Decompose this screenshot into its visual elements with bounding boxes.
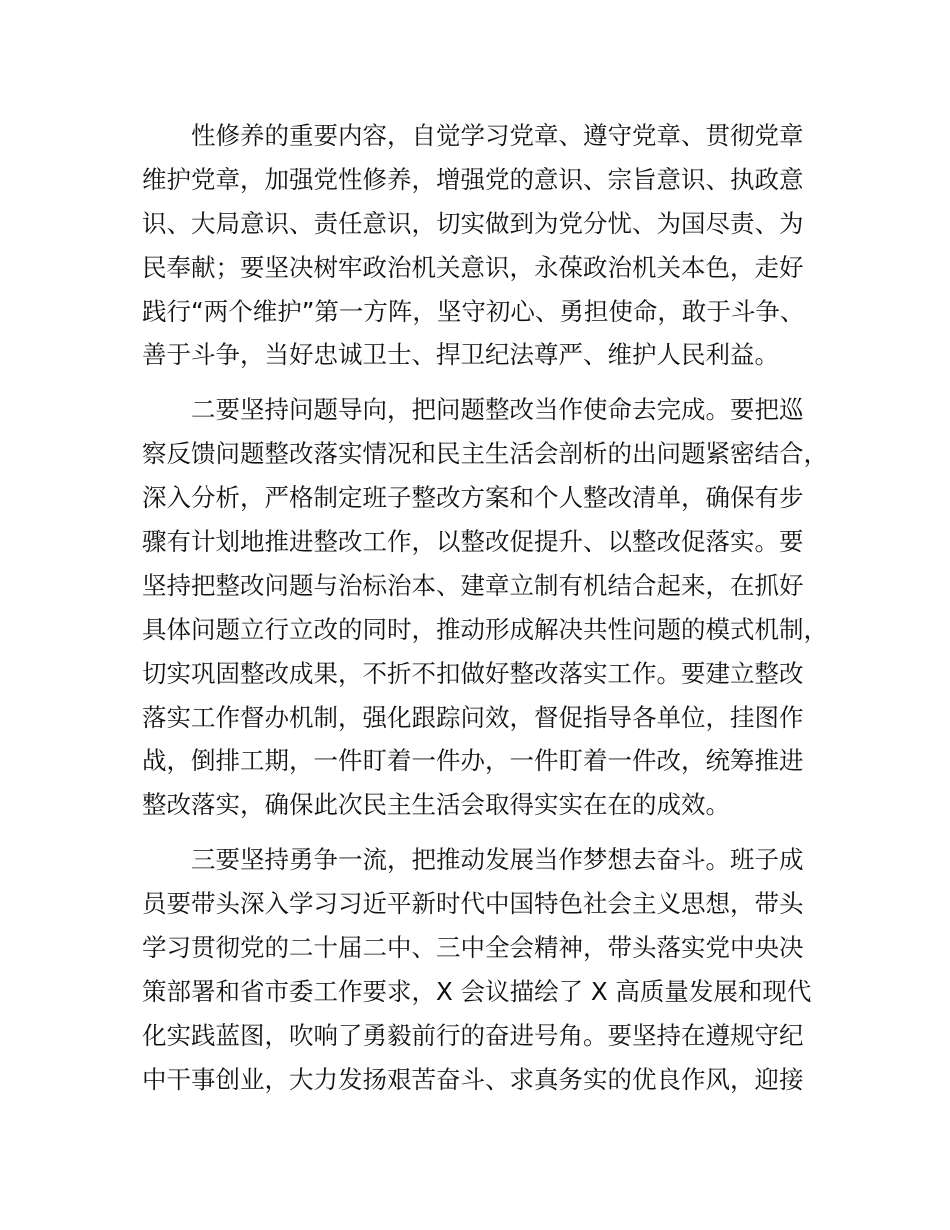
text-line: 员要带头深入学习习近平新时代中国特色社会主义思想，带头 [142,889,804,919]
text-line: 二要坚持问题导向，把问题整改当作使命去完成。要把巡 [191,395,804,425]
paragraph-1 [142,114,832,377]
text-line: 切实巩固整改成果，不折不扣做好整改落实工作。要建立整改 [142,658,804,688]
text-line: 性修养的重要内容，自觉学习党章、遵守党章、贯彻党章 [191,121,804,150]
text-line: 具体问题立行立改的同时，推动形成解决共性问题的模式机制， [142,614,828,644]
text-line: 识、大局意识、责任意识，切实做到为党分忧、为国尽责、为 [142,208,804,238]
text-line: 民奉献；要坚决树牢政治机关意识，永葆政治机关本色，走好 [142,252,804,282]
paragraph-2 [142,388,832,827]
text-line: 落实工作督办机制，强化跟踪问效，督促指导各单位，挂图作 [142,702,804,732]
text-line: 三要坚持勇争一流，把推动发展当作梦想去奋斗。班子成 [191,845,804,875]
text-line: 学习贯彻党的二十届二中、三中全会精神，带头落实党中央决 [142,933,804,963]
text-line: 深入分析，严格制定班子整改方案和个人整改清单，确保有步 [142,483,804,513]
text-line: 策部署和省市委工作要求，X 会议描绘了 X 高质量发展和现代 [142,976,812,1006]
text-line: 善于斗争，当好忠诚卫士、捍卫纪法尊严、维护人民利益。 [142,340,779,370]
text-line: 践行“两个维护”第一方阵，坚守初心、勇担使命，敢于斗争、 [142,296,805,326]
text-line: 化实践蓝图，吹响了勇毅前行的奋进号角。要坚持在遵规守纪 [142,1020,804,1050]
text-line: 战，倒排工期，一件盯着一件办，一件盯着一件改，统筹推进 [142,746,804,776]
document-body [142,114,832,1113]
paragraph-3 [142,838,832,1101]
text-line: 维护党章，加强党性修养，增强党的意识、宗旨意识、执政意 [142,164,804,194]
text-line: 整改落实，确保此次民主生活会取得实实在在的成效。 [142,790,730,820]
text-line: 中干事创业，大力发扬艰苦奋斗、求真务实的优良作风，迎接 [142,1064,804,1094]
text-line: 察反馈问题整改落实情况和民主生活会剖析的出问题紧密结合， [142,439,828,469]
text-line: 坚持把整改问题与治标治本、建章立制有机结合起来，在抓好 [142,570,804,600]
text-line: 骤有计划地推进整改工作，以整改促提升、以整改促落实。要 [142,527,804,557]
